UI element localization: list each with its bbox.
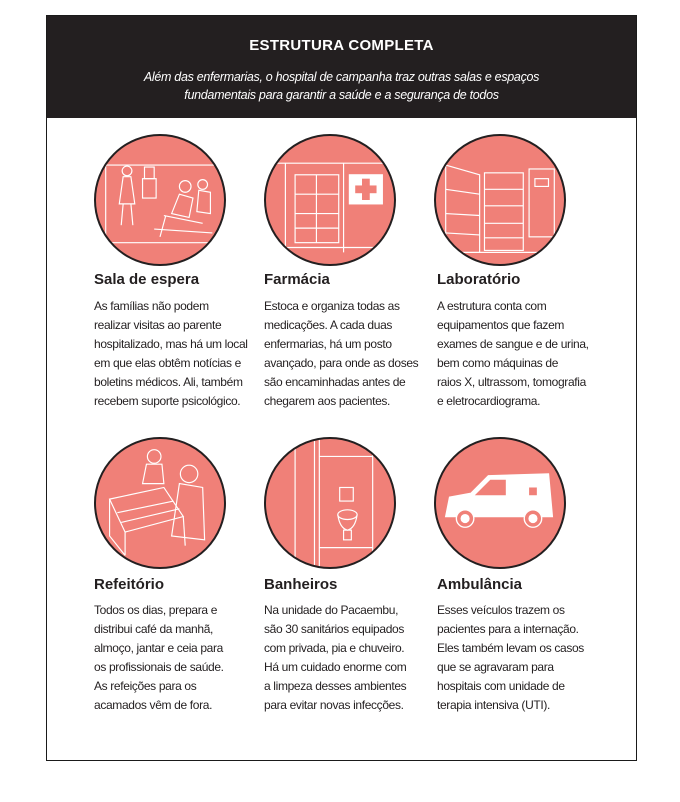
text-line: para evitar novas infecções. (264, 698, 404, 712)
text-line: As famílias não podem (94, 299, 209, 313)
ambulance-illustration (434, 437, 566, 569)
card-title: Laboratório (437, 271, 521, 288)
bathroom-illustration (264, 437, 396, 569)
subtitle-line: Além das enfermarias, o hospital de campanha traz outras salas e espaços (143, 70, 540, 84)
text-line: bem como máquinas de (437, 356, 559, 370)
subtitle-line: fundamentais para garantir a saúde e a segurança de todos (184, 88, 499, 102)
card-title: Sala de espera (94, 271, 200, 288)
text-line: os profissionais de saúde. (94, 660, 224, 674)
text-line: exames de sangue e de urina, (437, 337, 589, 351)
waiting-room-illustration (94, 134, 226, 266)
text-line: boletins médicos. Ali, também (94, 375, 243, 389)
text-line: Eles também levam os casos (437, 641, 584, 655)
card-description (94, 297, 254, 411)
text-line: enfermarias, há um posto (264, 337, 392, 351)
text-line: com privada, pia e chuveiro. (264, 641, 405, 655)
card-title: Ambulância (437, 576, 523, 593)
card-description (264, 297, 424, 411)
header-bar (47, 16, 636, 118)
text-line: chegarem aos pacientes. (264, 394, 391, 408)
pharmacy-illustration (264, 134, 396, 266)
card-title: Refeitório (94, 576, 165, 593)
text-line: Esses veículos trazem os (437, 603, 565, 617)
card-description (437, 601, 597, 715)
card-description (437, 297, 597, 411)
text-line: hospitais com unidade de (437, 679, 565, 693)
text-line: realizar visitas ao parente (94, 318, 222, 332)
text-line: almoço, jantar e ceia para (94, 641, 223, 655)
text-line: a limpeza desses ambientes (264, 679, 407, 693)
text-line: e eletrocardiograma. (437, 394, 541, 408)
text-line: terapia intensiva (UTI). (437, 698, 550, 712)
laboratory-illustration (434, 134, 566, 266)
text-line: Há um cuidado enorme com (264, 660, 407, 674)
text-line: avançado, para onde as doses (264, 356, 419, 370)
text-line: distribui café da manhã, (94, 622, 214, 636)
cafeteria-illustration (94, 437, 226, 569)
text-line: são encaminhadas antes de (264, 375, 406, 389)
text-line: A estrutura conta com (437, 299, 547, 313)
text-line: As refeições para os (94, 679, 197, 693)
text-line: hospitalizado, mas há um local (94, 337, 248, 351)
page-title: ESTRUTURA COMPLETA (249, 37, 434, 54)
card-title: Farmácia (264, 271, 330, 288)
text-line: equipamentos que fazem (437, 318, 565, 332)
card-description (94, 601, 254, 715)
text-line: acamados vêm de fora. (94, 698, 213, 712)
text-line: que se agravaram para (437, 660, 554, 674)
text-line: Todos os dias, prepara e (94, 603, 218, 617)
card-title: Banheiros (264, 576, 338, 593)
card-description (264, 601, 424, 715)
page-subtitle (107, 68, 576, 104)
text-line: em que elas obtêm notícias e (94, 356, 241, 370)
text-line: Estoca e organiza todas as (264, 299, 400, 313)
text-line: medicações. A cada duas (264, 318, 393, 332)
text-line: pacientes para a internação. (437, 622, 579, 636)
text-line: Na unidade do Pacaembu, (264, 603, 399, 617)
text-line: recebem suporte psicológico. (94, 394, 241, 408)
text-line: são 30 sanitários equipados (264, 622, 404, 636)
text-line: raios X, ultrassom, tomografia (437, 375, 586, 389)
